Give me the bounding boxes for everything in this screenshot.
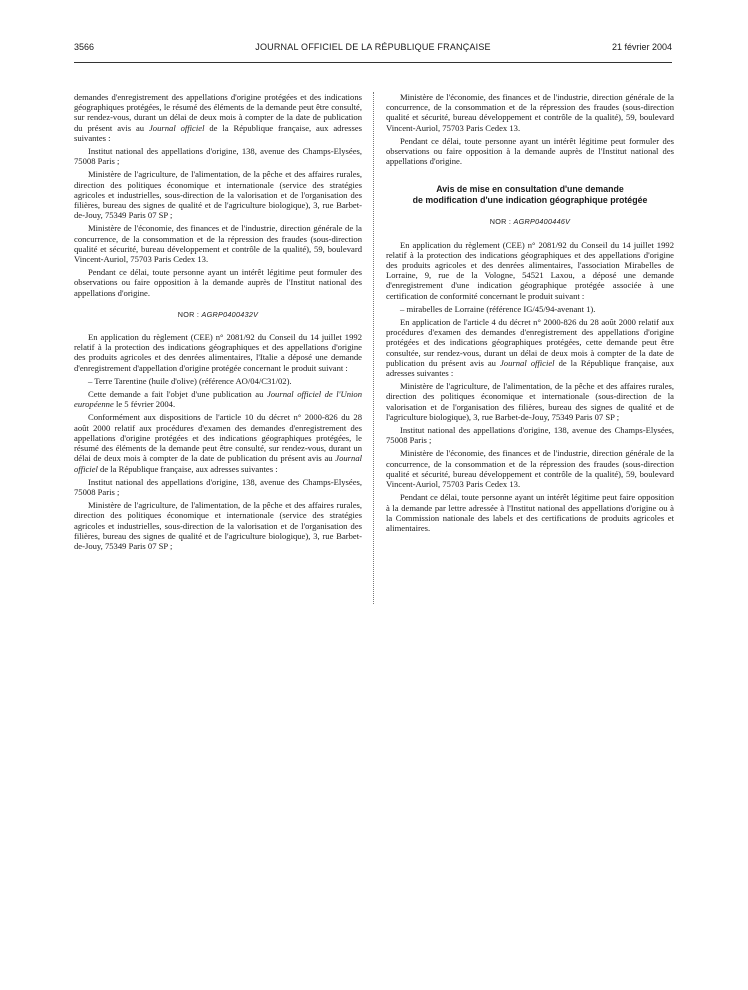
publication-date: 21 février 2004 [611, 42, 672, 52]
page-number: 3566 [74, 42, 95, 52]
paragraph: Pendant ce délai, toute personne ayant un intérêt légitime peut faire opposition à la demande par lettre adressée à l'Institut national des appellations d'origine ou à la Commission nationale des labels et des certifications de produits agricoles et alimentaires. [386, 492, 674, 533]
paragraph: Ministère de l'économie, des finances et de l'industrie, direction générale de la concurrence, de la consommation et de la répression des fraudes (sous-direction qualité et sécurité, bureau développement et contrôle de la qualité), 59, boulevard Vincent-Auriol, 75703 Paris Cedex 13. [74, 223, 362, 265]
paragraph: Institut national des appellations d'origine, 138, avenue des Champs-Elysées, 75008 Paris ; [386, 425, 674, 446]
paragraph: En application du règlement (CEE) n° 2081/92 du Conseil du 14 juillet 1992 relatif à la protection des indications géographiques et des appellations d'origine des produits agricoles et des denrées alimentaires, l'Italie a déposé une demande d'enregistrement d'appellation d'origine protégée concernant le produit suivant : [74, 332, 362, 373]
paragraph: Pendant ce délai, toute personne ayant un intérêt légitime peut formuler des observations ou faire opposition à la demande auprès de l'Institut national des appellations d'origine. [386, 135, 674, 167]
paragraph: Ministère de l'agriculture, de l'alimentation, de la pêche et des affaires rurales, direction des politiques économique et internationale (service des stratégies agricoles et industrielles, sous-direction de la valorisation et de l'organisation des filières, bureau des signes de qualité et de l'agriculture biologique), 3, rue Barbet-de-Jouy, 75349 Paris 07 SP ; [74, 169, 362, 221]
paragraph: Institut national des appellations d'origine, 138, avenue des Champs-Elysées, 75008 Paris ; [74, 146, 362, 167]
left-column [74, 92, 362, 554]
nor-reference: NOR : AGRP0400432V [177, 309, 259, 319]
product-item: – mirabelles de Lorraine (référence IG/45/94-avenant 1). [400, 303, 596, 314]
header-rule [74, 62, 672, 63]
paragraph: demandes d'enregistrement des appellations d'origine protégées et des indications géographiques protégées, le résumé des éléments de la demande peut être consulté, sur rendez-vous, durant un délai de deux mois à compter de la date de publication du présent avis au Journal officiel de la République française, aux adresses suivantes : [74, 92, 362, 143]
paragraph: Pendant ce délai, toute personne ayant un intérêt légitime peut formuler des observations ou faire opposition à la demande auprès de l'Institut national des appellations d'origine. [74, 267, 362, 298]
nor-reference: NOR : AGRP0400446V [489, 217, 571, 227]
paragraph: Cette demande a fait l'objet d'une publication au Journal officiel de l'Union européenne le 5 février 2004. [74, 389, 362, 410]
journal-title: JOURNAL OFFICIEL DE LA RÉPUBLIQUE FRANÇAISE [255, 42, 491, 52]
paragraph: Conformément aux dispositions de l'article 10 du décret n° 2000-826 du 28 août 2000 relatif aux procédures d'examen des demandes d'enregistrement des appellations d'origine protégées et des indications géographiques protégées, le résumé des éléments de la demande peut être consulté, sur rendez-vous, durant un délai de deux mois à compter de la date de publication du présent avis au Journal officiel de la République française, aux adresses suivantes : [74, 412, 362, 474]
right-column [386, 92, 674, 536]
notice-title: Avis de mise en consultation d'une demande de modification d'une indication géographique protégée [412, 184, 648, 205]
paragraph: En application du règlement (CEE) n° 2081/92 du Conseil du 14 juillet 1992 relatif à la protection des indications géographiques et des appellations d'origine des produits agricoles et des denrées alimentaires, l'association Mirabelles de Lorraine, 9, rue de la Vologne, 54521 Laxou, a déposé une demande d'enregistrement d'une indication géographique protégée associée à une certification de conformité concernant le produit suivant : [386, 239, 674, 301]
paragraph: Ministère de l'économie, des finances et de l'industrie, direction générale de la concurrence, de la consommation et de la répression des fraudes (sous-direction qualité et sécurité, bureau développement et contrôle de la qualité), 59, boulevard Vincent-Auriol, 75703 Paris Cedex 13. [386, 448, 674, 490]
paragraph: Ministère de l'agriculture, de l'alimentation, de la pêche et des affaires rurales, direction des politiques économique et internationale (service des stratégies agricoles et industrielles, sous-direction de la valorisation et de l'organisation des filières, bureau des signes de qualité et de l'agriculture biologique), 3, rue Barbet-de-Jouy, 75349 Paris 07 SP ; [74, 500, 362, 551]
paragraph: Ministère de l'économie, des finances et de l'industrie, direction générale de la concurrence, de la consommation et de la répression des fraudes (sous-direction qualité et sécurité, bureau développement et contrôle de la qualité), 59, boulevard Vincent-Auriol, 75703 Paris Cedex 13. [386, 92, 674, 133]
paragraph: Institut national des appellations d'origine, 138, avenue des Champs-Elysées, 75008 Paris ; [74, 476, 362, 497]
column-divider [373, 92, 374, 604]
paragraph: En application de l'article 4 du décret n° 2000-826 du 28 août 2000 relatif aux procédures d'examen des demandes d'enregistrement des appellations d'origine protégées et des indications géographiques protégées, cette demande peut être consultée, sur rendez-vous, durant un délai de deux mois à compter de la date de publication du présent avis au Journal officiel de la République française, aux adresses suivantes : [386, 317, 675, 379]
page-header [74, 42, 672, 56]
product-item: – Terre Tarentine (huile d'olive) (référence AO/04/C31/02). [88, 375, 292, 386]
paragraph: Ministère de l'agriculture, de l'alimentation, de la pêche et des affaires rurales, direction des politiques économique et internationale (sous-direction de la valorisation et de l'organisation des filières, bureau des signes de qualité et de l'agriculture biologique), 3, rue Barbet-de-Jouy, 75349 Paris 07 SP ; [386, 381, 674, 422]
